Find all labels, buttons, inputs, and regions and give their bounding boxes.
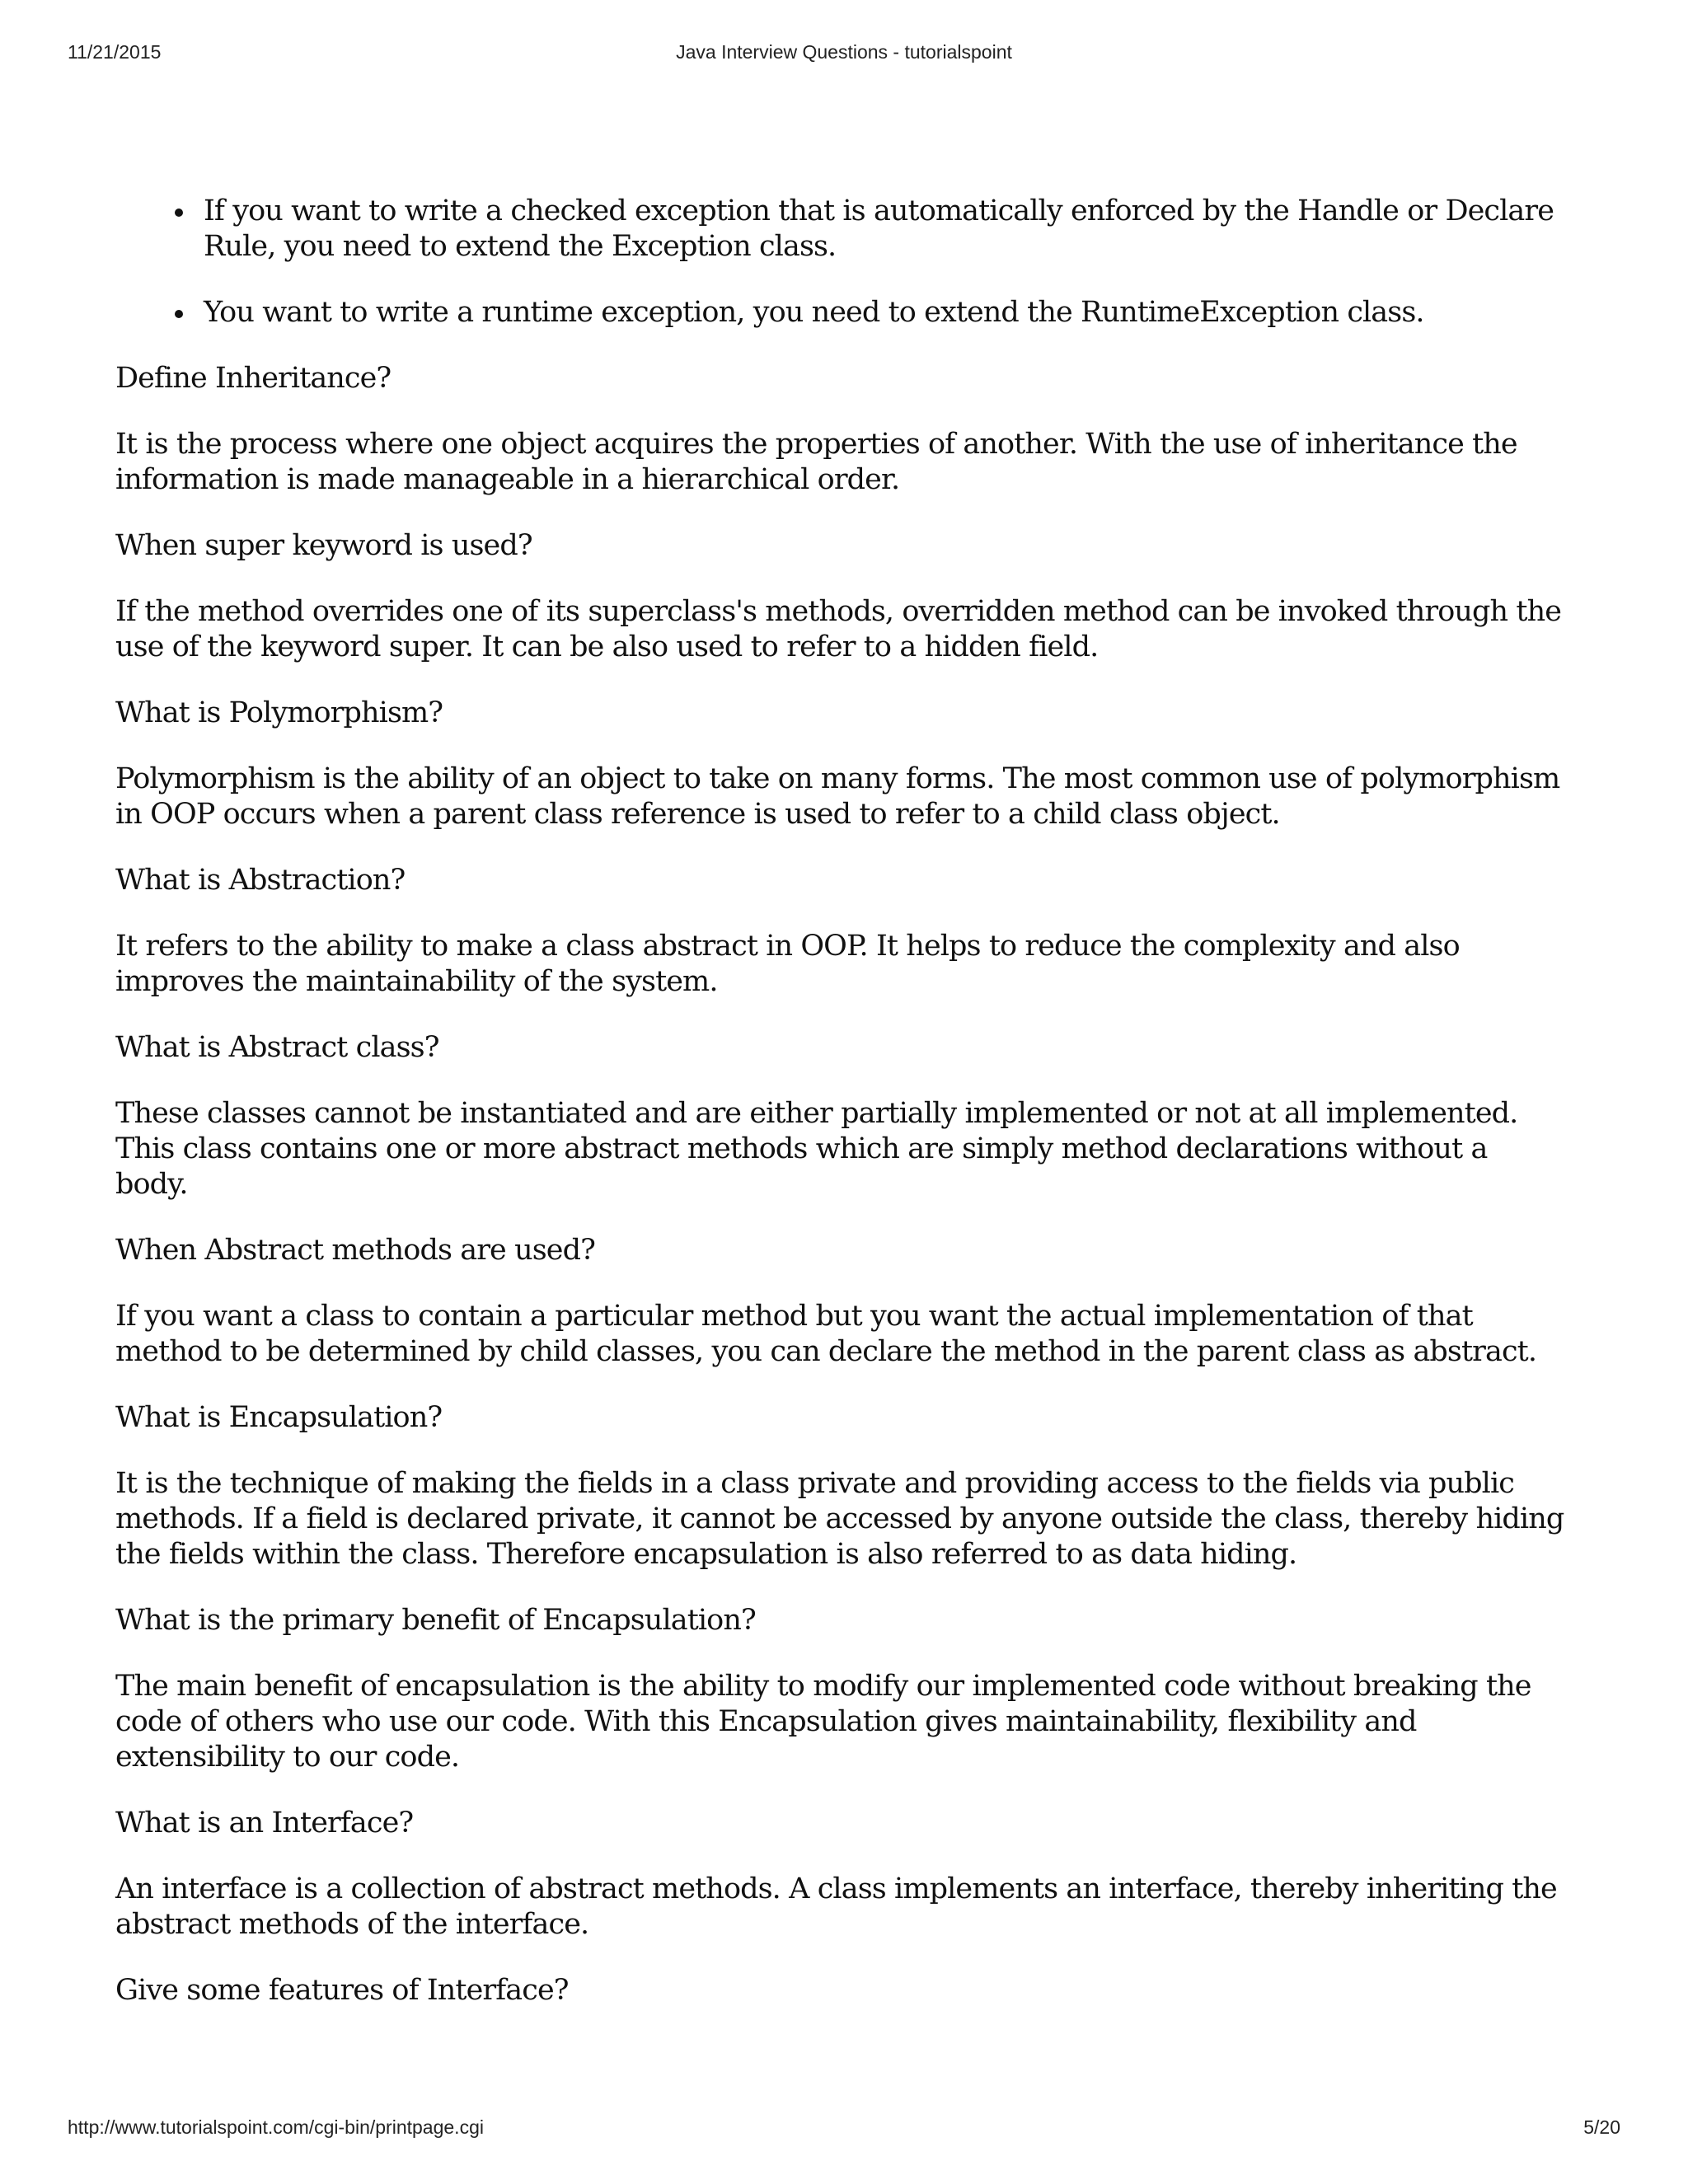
exception-bullet-list bbox=[115, 194, 1566, 330]
page-title: Java Interview Questions - tutorialspoint bbox=[676, 41, 1012, 63]
print-header bbox=[68, 41, 1620, 66]
answer-abstract-methods: If you want a class to contain a particular method but you want the actual implementation of that method to be determined by child classes, you can declare the method in the parent class as abstract. bbox=[115, 1300, 1537, 1368]
list-item: If you want to write a checked exception that is automatically enforced by the Handle or Declare Rule, you need to extend the Exception class. bbox=[204, 194, 1566, 265]
question-polymorphism: What is Polymorphism? bbox=[115, 696, 443, 729]
question-abstract-class: What is Abstract class? bbox=[115, 1031, 439, 1064]
question-abstraction: What is Abstraction? bbox=[115, 864, 406, 897]
page-url: http://www.tutorialspoint.com/cgi-bin/printpage.cgi bbox=[68, 2116, 484, 2138]
question-super-keyword: When super keyword is used? bbox=[115, 529, 532, 562]
question-inheritance: Define Inheritance? bbox=[115, 362, 392, 395]
question-interface-features: Give some features of Interface? bbox=[115, 1974, 569, 2007]
answer-polymorphism: Polymorphism is the ability of an object to take on many forms. The most common use of polymorphism in OOP occurs when a parent class reference is used to refer to a child class object. bbox=[115, 762, 1560, 831]
answer-encapsulation-benefit: The main benefit of encapsulation is the ability to modify our implemented code without breaking the code of others who use our code. With this Encapsulation gives maintainability, flexibility and extensibility to our code. bbox=[115, 1670, 1531, 1774]
document-body bbox=[115, 194, 1566, 2039]
answer-encapsulation: It is the technique of making the fields in a class private and providing access to the fields via public methods. If a field is declared private, it cannot be accessed by anyone outside the class, thereby hiding the fields within the class. Therefore encapsulation is also referred to as data hiding. bbox=[115, 1467, 1564, 1571]
answer-abstraction: It refers to the ability to make a class abstract in OOP. It helps to reduce the complexity and also improves the maintainability of the system. bbox=[115, 930, 1460, 998]
list-item: You want to write a runtime exception, you need to extend the RuntimeException class. bbox=[204, 295, 1566, 330]
page-number: 5/20 bbox=[1583, 2116, 1620, 2138]
print-date: 11/21/2015 bbox=[68, 41, 162, 63]
question-abstract-methods: When Abstract methods are used? bbox=[115, 1234, 595, 1267]
print-footer bbox=[68, 2116, 1620, 2141]
question-encapsulation: What is Encapsulation? bbox=[115, 1401, 443, 1434]
question-interface: What is an Interface? bbox=[115, 1807, 414, 1840]
answer-inheritance: It is the process where one object acquires the properties of another. With the use of inheritance the information is made manageable in a hierarchical order. bbox=[115, 428, 1517, 496]
question-encapsulation-benefit: What is the primary benefit of Encapsulation? bbox=[115, 1604, 756, 1637]
answer-abstract-class: These classes cannot be instantiated and are either partially implemented or not at all implemented. This class contains one or more abstract methods which are simply method declarations without a body. bbox=[115, 1097, 1518, 1201]
answer-super-keyword: If the method overrides one of its superclass's methods, overridden method can be invoked through the use of the keyword super. It can be also used to refer to a hidden field. bbox=[115, 595, 1562, 663]
answer-interface: An interface is a collection of abstract methods. A class implements an interface, thereby inheriting the abstract methods of the interface. bbox=[115, 1872, 1557, 1941]
qa-section bbox=[115, 361, 1566, 2008]
